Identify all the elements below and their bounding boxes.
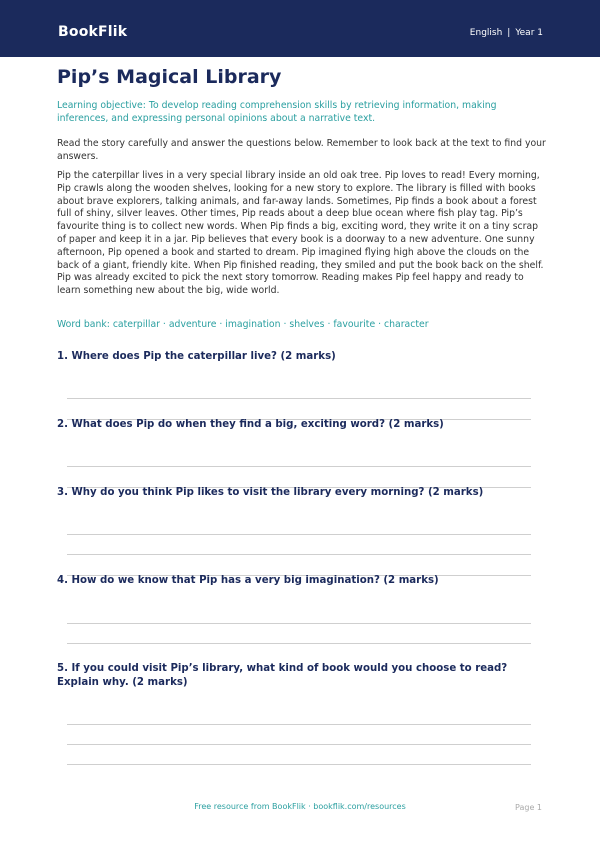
story-text: Pip the caterpillar lives in a very special library inside an old oak tree. Pip loves to read! Every morning, Pip crawls along the wooden shelves, looking for a new story to explore. The library is filled with books about brave explorers, talking animals, and far-away lands. Sometimes, Pip finds a book about a forest full of shiny, silver leaves. Other times, Pip reads about a deep blue ocean where fish play tag. Pip’s favourite thing is to collect new words. When Pip finds a big, exciting word, they write it on a tiny scrap of paper and keep it in a jar. Pip believes that every book is a doorway to a new adventure. One sunny afternoon, Pip opened a book and started to dream. Pip imagined flying high above the clouds on the back of a giant, friendly kite. When Pip finished reading, they smiled and put the book back on the shelf. Pip was already excited to pick the next story tomorrow. Reading makes Pip feel happy and ready to learn something new about the big, wide world.: [57, 170, 544, 297]
answer-line[interactable]: [67, 554, 531, 555]
meta-separator: |: [507, 28, 511, 38]
brand-logo: BookFlik: [58, 24, 128, 40]
answer-line[interactable]: [67, 466, 531, 467]
footer-credit: Free resource from BookFlik · bookflik.com/resources: [194, 802, 406, 811]
learning-objective: Learning objective: To develop reading comprehension skills by retrieving information, making inferences, and expressing personal opinions about a narrative text.: [57, 100, 497, 124]
answer-line[interactable]: [67, 744, 531, 745]
subject-year: [470, 28, 543, 38]
question-5: 5. If you could visit Pip’s library, what kind of book would you choose to read? Explain why. (2 marks): [57, 663, 508, 688]
subject-label: English: [469, 28, 503, 38]
question-1: 1. Where does Pip the caterpillar live? (2 marks): [57, 351, 336, 362]
question-3: 3. Why do you think Pip likes to visit the library every morning? (2 marks): [57, 487, 484, 498]
answer-line[interactable]: [67, 764, 531, 765]
page-number: Page 1: [515, 803, 542, 812]
answer-line[interactable]: [67, 724, 531, 725]
question-4: 4. How do we know that Pip has a very big imagination? (2 marks): [57, 575, 439, 586]
page-title: Pip’s Magical Library: [57, 66, 282, 88]
instructions: Read the story carefully and answer the questions below. Remember to look back at the text to find your answers.: [57, 138, 546, 162]
answer-line[interactable]: [67, 623, 531, 624]
word-bank: Word bank: caterpillar · adventure · imagination · shelves · favourite · character: [57, 319, 429, 330]
year-label: Year 1: [515, 28, 543, 38]
question-2: 2. What does Pip do when they find a big, exciting word? (2 marks): [57, 419, 444, 430]
header-bar: [0, 0, 600, 57]
answer-line[interactable]: [67, 643, 531, 644]
answer-line[interactable]: [67, 534, 531, 535]
answer-line[interactable]: [67, 398, 531, 399]
